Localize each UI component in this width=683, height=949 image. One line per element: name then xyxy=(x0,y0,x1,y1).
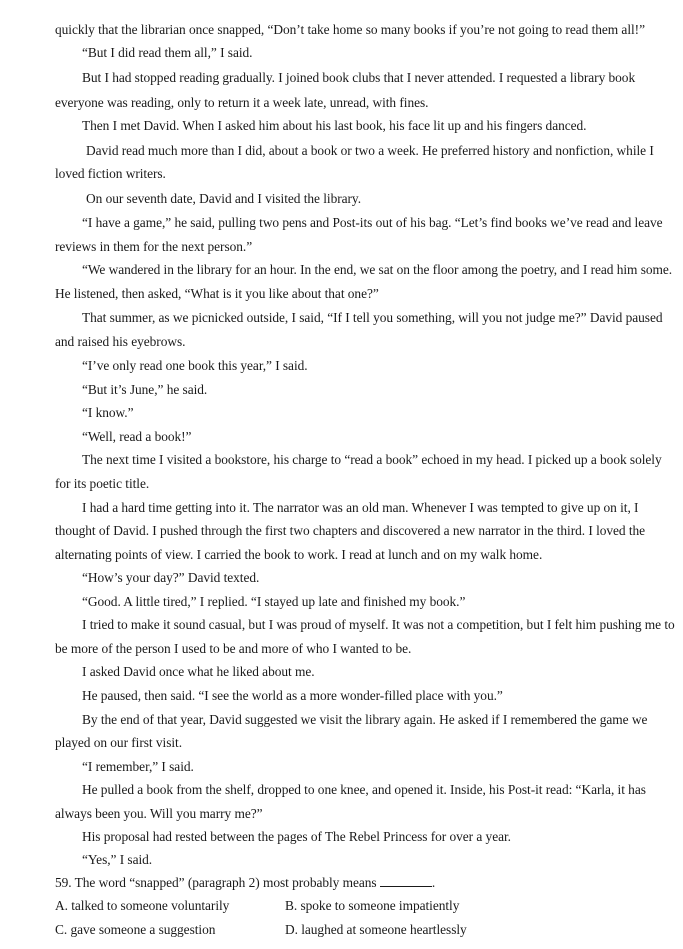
passage-line: He pulled a book from the shelf, dropped to one knee, and opened it. Inside, his Post-it read: “Karla, it has xyxy=(82,782,646,797)
passage-line: for its poetic title. xyxy=(55,476,150,491)
passage-line: On our seventh date, David and I visited the library. xyxy=(86,191,362,206)
passage-line: “How’s your day?” David texted. xyxy=(82,570,260,585)
passage-line: “Well, read a book!” xyxy=(82,429,192,444)
passage-line: played on our first visit. xyxy=(55,735,183,750)
passage-line: I had a hard time getting into it. The narrator was an old man. Whenever I was tempted to give up on it, I xyxy=(82,500,639,515)
passage-line: “Yes,” I said. xyxy=(82,852,153,867)
passage-line: His proposal had rested between the pages of The Rebel Princess for over a year. xyxy=(82,829,511,844)
passage-line: By the end of that year, David suggested we visit the library again. He asked if I remembered the game we xyxy=(82,712,648,727)
passage-line: “But I did read them all,” I said. xyxy=(82,45,253,60)
question-stem xyxy=(55,875,435,891)
passage-line: be more of the person I used to be and more of who I wanted to be. xyxy=(55,641,412,656)
passage-line: “Good. A little tired,” I replied. “I stayed up late and finished my book.” xyxy=(82,594,466,609)
option-d: D. laughed at someone heartlessly xyxy=(285,922,467,937)
passage-line: “I remember,” I said. xyxy=(82,759,194,774)
passage-line: I asked David once what he liked about me. xyxy=(82,664,315,679)
question-stem-end: . xyxy=(431,875,436,890)
passage-line: Then I met David. When I asked him about his last book, his face lit up and his fingers danced. xyxy=(82,118,587,133)
passage-line: David read much more than I did, about a book or two a week. He preferred history and nonfiction, while I xyxy=(86,143,654,158)
passage-line: quickly that the librarian once snapped, “Don’t take home so many books if you’re not going to read them all!” xyxy=(55,22,645,37)
passage-line: That summer, as we picnicked outside, I said, “If I tell you something, will you not judge me?” David paused xyxy=(82,310,663,325)
passage-line: I tried to make it sound casual, but I was proud of myself. It was not a competition, but I felt him pushing me to xyxy=(82,617,675,632)
passage-line: He listened, then asked, “What is it you like about that one?” xyxy=(55,286,379,301)
answer-blank xyxy=(380,875,432,887)
passage-line: alternating points of view. I carried the book to work. I read at lunch and on my walk home. xyxy=(55,547,543,562)
passage-line: But I had stopped reading gradually. I joined book clubs that I never attended. I requested a library book xyxy=(82,70,636,85)
option-a: A. talked to someone voluntarily xyxy=(55,898,230,913)
passage-line: and raised his eyebrows. xyxy=(55,334,186,349)
passage-line: “We wandered in the library for an hour. In the end, we sat on the floor among the poetry, and I read him some. xyxy=(82,262,673,277)
passage-line: “But it’s June,” he said. xyxy=(82,382,208,397)
option-b: B. spoke to someone impatiently xyxy=(285,898,460,913)
passage-line: “I know.” xyxy=(82,405,134,420)
passage-line: thought of David. I pushed through the first two chapters and discovered a new narrator in the third. I loved the xyxy=(55,523,646,538)
passage-line: reviews in them for the next person.” xyxy=(55,239,253,254)
passage-line: loved fiction writers. xyxy=(55,166,166,181)
passage-line: “I have a game,” he said, pulling two pens and Post-its out of his bag. “Let’s find books we’ve read and leave xyxy=(82,215,663,230)
passage-line: everyone was reading, only to return it a week late, unread, with fines. xyxy=(55,95,429,110)
option-c: C. gave someone a suggestion xyxy=(55,922,216,937)
passage-line: “I’ve only read one book this year,” I said. xyxy=(82,358,308,373)
passage-line: always been you. Will you marry me?” xyxy=(55,806,263,821)
passage-line: He paused, then said. “I see the world as a more wonder-filled place with you.” xyxy=(82,688,503,703)
question-stem-text: 59. The word “snapped” (paragraph 2) most probably means xyxy=(55,875,377,890)
passage-line: The next time I visited a bookstore, his charge to “read a book” echoed in my head. I picked up a book solely xyxy=(82,452,662,467)
